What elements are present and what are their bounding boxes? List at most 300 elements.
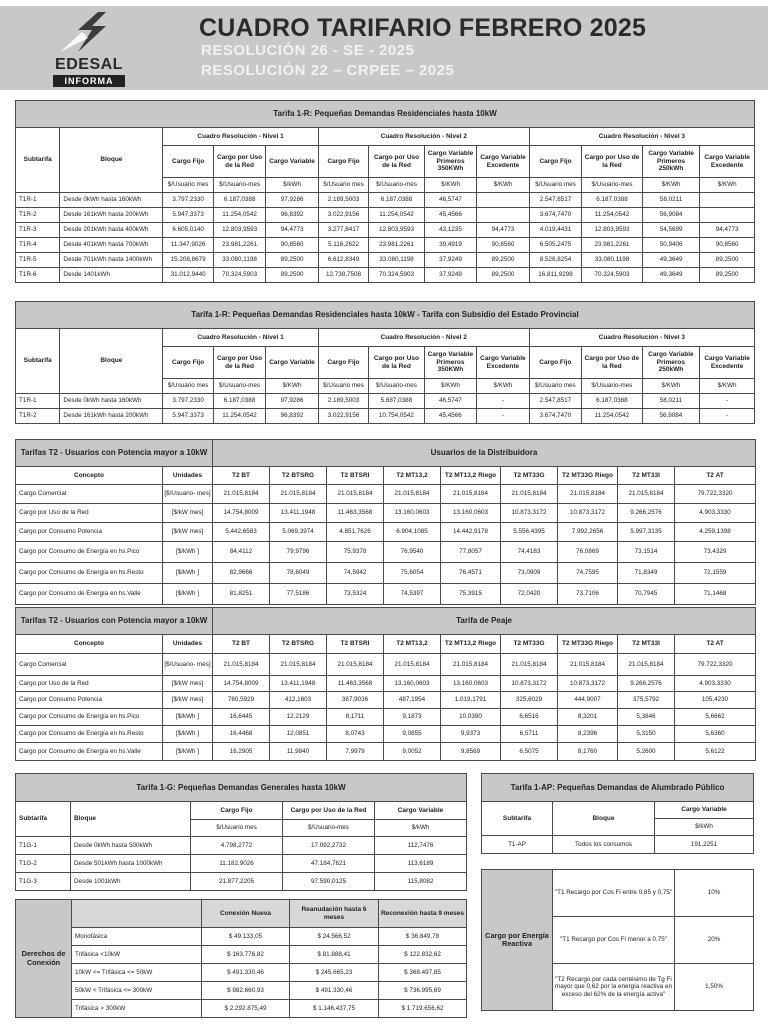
cell: Desde 501kWh hasta 1000kWh <box>71 855 191 873</box>
cell: 74,7595 <box>558 563 618 584</box>
row-label: Cargo Comercial <box>16 654 163 676</box>
cell: 97.590,0125 <box>283 873 375 891</box>
cell: 39,4919 <box>424 238 476 253</box>
cell: T1-AP <box>482 836 553 854</box>
cell: 21.015,8184 <box>213 485 270 504</box>
col-t2-btsri: T2 BTSRI <box>327 635 384 654</box>
cell: 89,2500 <box>477 268 529 283</box>
cell: 9,1873 <box>384 709 441 726</box>
cell: 6.605,0140 <box>163 223 213 238</box>
page-subtitle-1: RESOLUCIÓN 26 - SE - 2025 <box>201 42 415 59</box>
unit: $/Usuario-mes <box>582 178 643 193</box>
recargo-desc: "T2 Recargo por cada centésimo de Tg Fi mayor que 0,62 por la energía reactiva en exceso del 62% de la energía activa" <box>553 964 675 1011</box>
cell: - <box>477 394 529 409</box>
cell: Desde 0kWh hasta 160kWh <box>60 394 163 409</box>
cell <box>700 208 755 223</box>
brand-sub: INFORMA <box>53 75 125 87</box>
cell: 8,1760 <box>558 743 618 761</box>
cell: 13.160,0603 <box>441 504 501 523</box>
cell: $ 736.995,69 <box>379 982 467 1000</box>
cell: 71,8349 <box>618 563 675 584</box>
col-cargo-variable: Cargo Variable <box>375 802 467 820</box>
cell: 77,8057 <box>441 542 501 563</box>
cell: $ 1.719.656,62 <box>379 1000 467 1018</box>
row-label: Cargo por Consumo de Energía en hs.Valle <box>16 584 163 605</box>
cell: 33.080,1198 <box>582 253 643 268</box>
cell: 71,1468 <box>675 584 756 605</box>
row-label: T1G-3 <box>16 873 71 891</box>
cell: 3.797,2330 <box>163 394 213 409</box>
cell: 2.189,5003 <box>318 394 368 409</box>
cell: 13.411,1948 <box>270 504 327 523</box>
cell: 70.324,5903 <box>369 268 425 283</box>
cell: 5.687,0388 <box>369 394 425 409</box>
cell: 3.277,8417 <box>318 223 368 238</box>
cell: 8,0743 <box>327 726 384 743</box>
cell: 9,9373 <box>441 726 501 743</box>
table-row <box>16 253 755 268</box>
cell: 74,4183 <box>501 542 558 563</box>
cell: Todos los consumos <box>553 836 655 854</box>
cell: 115,8082 <box>375 873 467 891</box>
cell: 21.015,8184 <box>618 485 675 504</box>
cell: [$/kWh ] <box>163 743 213 761</box>
cell: 10,0390 <box>441 709 501 726</box>
cell: Desde 0kWh hasta 500kWh <box>71 837 191 855</box>
unit: $/Usuario mes <box>191 820 283 837</box>
cell: 6.612,8349 <box>318 253 368 268</box>
cell: 487,1954 <box>384 692 441 709</box>
cell: 5.947,3373 <box>163 208 213 223</box>
cell: 5,3846 <box>618 709 675 726</box>
col-bloque: Bloque <box>71 802 191 837</box>
row-label: T1R-6 <box>16 268 60 283</box>
col-unidades: Unidades <box>163 467 213 485</box>
table-title: Tarifas T2 - Usuarios con Potencia mayor a 10kW <box>16 608 213 635</box>
cell: 97,9286 <box>266 394 318 409</box>
col-subtarifa: Subtarifa <box>16 802 71 837</box>
table-row <box>16 743 756 761</box>
col-cargo-fijo: Cargo Fijo <box>191 802 283 820</box>
cell: 3.674,7470 <box>529 208 581 223</box>
col-cargo-fijo: Cargo Fijo <box>529 146 581 178</box>
cell: 8,2396 <box>558 726 618 743</box>
cell: 75,3915 <box>441 584 501 605</box>
cell: 4.019,4431 <box>529 223 581 238</box>
table-t1ap <box>481 773 754 854</box>
cell: 375,5792 <box>618 692 675 709</box>
cell: 105,4230 <box>675 692 756 709</box>
col-t2-mt33i: T2 MT33I <box>618 635 675 654</box>
cell: 56,9084 <box>642 409 700 424</box>
table-title: Tarifas T2 - Usuarios con Potencia mayor a 10kW <box>16 440 213 467</box>
cell: Desde 401kWh hasta 700kWh <box>60 238 163 253</box>
col-cargo-variable-350: Cargo Variable Primeros 350KWh <box>424 347 476 379</box>
cell: 50kW < Trifásica <= 300kW <box>72 982 202 1000</box>
col-cargo-variable-excedente: Cargo Variable Excedente <box>477 347 529 379</box>
cell: 17.092,2732 <box>283 837 375 855</box>
unit: $/KWh <box>477 379 529 394</box>
table-row <box>16 542 756 563</box>
cell: 73,4329 <box>675 542 756 563</box>
cell: 13.411,1948 <box>270 676 327 692</box>
cell: 75,6054 <box>384 563 441 584</box>
table-row <box>16 654 756 676</box>
cell: Desde 1001kWh <box>71 873 191 891</box>
cell: 45,4566 <box>424 409 476 424</box>
cell: 72,1559 <box>675 563 756 584</box>
col-cargo-variable-250: Cargo Variable Primeros 250kWh <box>642 146 700 178</box>
corner <box>72 900 202 928</box>
row-label: Cargo por Uso de la Red <box>16 504 163 523</box>
cell: 412,1603 <box>270 692 327 709</box>
cell: $ 49.133,05 <box>202 928 290 946</box>
cell: 6.187,0388 <box>213 193 265 208</box>
cell: $ 245.665,23 <box>290 964 379 982</box>
col-subtarifa: Subtarifa <box>16 128 60 193</box>
derechos-label: Derechos de Conexión <box>16 900 72 1018</box>
cell: 10kW <= Trifásica <= 50kW <box>72 964 202 982</box>
cell: 6.187,0388 <box>213 394 265 409</box>
row-label: Cargo por Consumo de Energía en hs.Pico <box>16 542 163 563</box>
col-t2-btsrg: T2 BTSRG <box>270 635 327 654</box>
row-label: T1R-2 <box>16 409 60 424</box>
unit: $/Usuario-mes <box>213 178 265 193</box>
cell: $ 36.849,78 <box>379 928 467 946</box>
cell: 5.556,4395 <box>501 523 558 542</box>
cell: 89,2500 <box>477 253 529 268</box>
cell: 14.754,8009 <box>213 504 270 523</box>
unit: $/Usuario mes <box>529 379 581 394</box>
col-cargo-red: Cargo por Uso de la Red <box>369 146 425 178</box>
col-reconexion: Reconexión hasta 9 meses <box>379 900 467 928</box>
cell: 56,9084 <box>642 208 700 223</box>
cell <box>700 193 755 208</box>
group-nivel-1: Cuadro Resolución - Nivel 1 <box>163 128 318 146</box>
cell: 8.528,8254 <box>529 253 581 268</box>
row-label: T1G-1 <box>16 837 71 855</box>
table-energia-reactiva <box>481 869 754 1011</box>
cell: 21.015,8184 <box>213 654 270 676</box>
cell: 70.324,5903 <box>582 268 643 283</box>
cell: 96,8392 <box>266 208 318 223</box>
row-label: T1R-2 <box>16 208 60 223</box>
cell: 4.903,3330 <box>675 504 756 523</box>
cell: 21.015,8184 <box>327 485 384 504</box>
col-cargo-variable: Cargo Variable <box>655 802 754 819</box>
cell: 6,5075 <box>501 743 558 761</box>
cell: [$/Usuario- mes] <box>163 485 213 504</box>
row-label: T1R-5 <box>16 253 60 268</box>
col-unidades: Unidades <box>163 635 213 654</box>
recargo-value: 1,50% <box>675 964 754 1011</box>
row-label: Cargo Comercial <box>16 485 163 504</box>
cell: 94,4773 <box>477 223 529 238</box>
table-row <box>16 584 756 605</box>
col-cargo-variable-excedente: Cargo Variable Excedente <box>700 347 755 379</box>
cell: 6.904,1085 <box>384 523 441 542</box>
cell: 82,9666 <box>213 563 270 584</box>
col-cargo-red: Cargo por Uso de la Red <box>283 802 375 820</box>
table-row <box>16 208 755 223</box>
cell: 90,8560 <box>700 238 755 253</box>
cell: 1.019,1791 <box>441 692 501 709</box>
cell: 4.798,2772 <box>191 837 283 855</box>
cell: 23.981,2261 <box>582 238 643 253</box>
cell: [$/kWh ] <box>163 709 213 726</box>
cell: 9.266,2576 <box>618 676 675 692</box>
table-subtitle: Usuarios de la Distribuidora <box>213 440 756 467</box>
table-t1r <box>15 100 755 283</box>
cell: $ 122.832,62 <box>379 946 467 964</box>
cell: 113,6189 <box>375 855 467 873</box>
cell: 11,9840 <box>270 743 327 761</box>
cell: $ 491.330,46 <box>290 982 379 1000</box>
table-row <box>16 238 755 253</box>
cell: 10.873,3172 <box>558 676 618 692</box>
col-cargo-red: Cargo por Uso de la Red <box>369 347 425 379</box>
unit: $/KWh <box>424 178 476 193</box>
cell: 37,9249 <box>424 253 476 268</box>
cell: 46,5747 <box>424 394 476 409</box>
cell: Desde 201kWh hasta 400kWh <box>60 223 163 238</box>
cell: 46,5747 <box>424 193 476 208</box>
cell: 6.187,0388 <box>369 193 425 208</box>
col-cargo-variable-350: Cargo Variable Primeros 350KWh <box>424 146 476 178</box>
cell: [$/kW mes] <box>163 523 213 542</box>
cell: 21.015,8184 <box>384 654 441 676</box>
recargo-desc: "T1 Recargo por Cos Fi menor a 0,75" <box>553 917 675 964</box>
brand-name: EDESAL <box>55 56 123 73</box>
table-row <box>16 394 755 409</box>
cell: 70.324,5903 <box>213 268 265 283</box>
cell: [$/kW mes] <box>163 504 213 523</box>
cell: 77,5186 <box>270 584 327 605</box>
col-cargo-fijo: Cargo Fijo <box>318 347 368 379</box>
table-row <box>482 836 754 854</box>
cell: 14.442,9178 <box>441 523 501 542</box>
table-row <box>16 692 756 709</box>
cell: 76,9540 <box>384 542 441 563</box>
cell: 94,4773 <box>700 223 755 238</box>
cell: 325,6029 <box>501 692 558 709</box>
cell: 79.722,3320 <box>675 485 756 504</box>
col-cargo-red: Cargo por Uso de la Red <box>213 347 265 379</box>
cell: 79,9796 <box>270 542 327 563</box>
cell: [$/Usuario- mes] <box>163 654 213 676</box>
row-label: Cargo por Consumo Potencia <box>16 523 163 542</box>
cell: 43,1235 <box>424 223 476 238</box>
cell: 73,0909 <box>501 563 558 584</box>
cell: 21.015,8184 <box>558 654 618 676</box>
cell: 73,1514 <box>618 542 675 563</box>
col-cargo-variable: Cargo Variable <box>266 347 318 379</box>
unit: $/Usuario mes <box>318 379 368 394</box>
group-nivel-2: Cuadro Resolución - Nivel 2 <box>318 329 529 347</box>
cell: 11.347,9026 <box>163 238 213 253</box>
col-reanudacion: Reanudación hasta 6 meses <box>290 900 379 928</box>
cell: 5,6360 <box>675 726 756 743</box>
cell: 7.992,2656 <box>558 523 618 542</box>
cell: 21.015,8184 <box>558 485 618 504</box>
cell: Desde 161kWh hasta 200kWh <box>60 208 163 223</box>
cell: Desde 701kWh hasta 1400kWh <box>60 253 163 268</box>
col-t2-mt132-riego: T2 MT13,2 Riego <box>441 467 501 485</box>
col-t2-mt132: T2 MT13,2 <box>384 467 441 485</box>
cell: 81,8251 <box>213 584 270 605</box>
cell: 4.851,7626 <box>327 523 384 542</box>
cell: 10.754,0542 <box>369 409 425 424</box>
page-subtitle-2: RESOLUCIÓN 22 – CRPEE – 2025 <box>201 62 455 79</box>
table-row <box>16 504 756 523</box>
cell: 73,7106 <box>558 584 618 605</box>
col-cargo-variable-excedente: Cargo Variable Excedente <box>700 146 755 178</box>
unit: $/Usuario mes <box>163 379 213 394</box>
row-label: Cargo por Consumo de Energía en hs.Resto <box>16 726 163 743</box>
col-cargo-variable-excedente: Cargo Variable Excedente <box>477 146 529 178</box>
cell: 9.266,2576 <box>618 504 675 523</box>
cell: 21.015,8184 <box>441 485 501 504</box>
cell: 6.505,2475 <box>529 238 581 253</box>
cell: 9,0855 <box>384 726 441 743</box>
cell: Monofásica <box>72 928 202 946</box>
cell: 6.187,0388 <box>582 193 643 208</box>
cell: 96,8392 <box>266 409 318 424</box>
cell: Trifásica <10kW <box>72 946 202 964</box>
table-row <box>16 855 467 873</box>
col-t2-btsri: T2 BTSRI <box>327 467 384 485</box>
cell: 74,5397 <box>384 584 441 605</box>
table-subtitle: Tarifa de Peaje <box>213 608 756 635</box>
table-row <box>16 964 467 982</box>
cell: 47.184,7621 <box>283 855 375 873</box>
cell: 5.442,6583 <box>213 523 270 542</box>
unit: $/kWh <box>375 820 467 837</box>
cell: 21.015,8184 <box>618 654 675 676</box>
col-t2-mt132: T2 MT13,2 <box>384 635 441 654</box>
cell: 58,0211 <box>642 193 700 208</box>
cell: 11.254,0542 <box>582 208 643 223</box>
cell: 3.797,2330 <box>163 193 213 208</box>
cell: 76,0869 <box>558 542 618 563</box>
cell: 5,6662 <box>675 709 756 726</box>
cell: 73,5324 <box>327 584 384 605</box>
cell: 6,5711 <box>501 726 558 743</box>
recargo-value: 10% <box>675 870 754 917</box>
cell: 11.254,0542 <box>213 208 265 223</box>
cell: 15.208,8679 <box>163 253 213 268</box>
cell: 54,5699 <box>642 223 700 238</box>
table-row <box>16 928 467 946</box>
col-t2-mt33g: T2 MT33G <box>501 635 558 654</box>
cell: 8,3201 <box>558 709 618 726</box>
table-row <box>16 409 755 424</box>
cell: 5.947,3373 <box>163 409 213 424</box>
col-cargo-red: Cargo por Uso de la Red <box>582 347 643 379</box>
cell: 11.463,3568 <box>327 676 384 692</box>
cell: 12.803,9593 <box>369 223 425 238</box>
cell: $ 1.146.437,75 <box>290 1000 379 1018</box>
unit: $/KWh <box>266 379 318 394</box>
row-label: Cargo por Consumo de Energía en hs.Valle <box>16 743 163 761</box>
cell: 23.981,2261 <box>369 238 425 253</box>
cell: 21.015,8184 <box>327 654 384 676</box>
table-row <box>16 193 755 208</box>
table-title: Tarifa 1-R: Pequeñas Demandas Residenciales hasta 10kW - Tarifa con Subsidio del Estado Provincial <box>16 302 755 329</box>
cell: 16.811,9298 <box>529 268 581 283</box>
cell: 9,0052 <box>384 743 441 761</box>
cell: 23.981,2261 <box>213 238 265 253</box>
col-cargo-red: Cargo por Uso de la Red <box>213 146 265 178</box>
cell: 11.254,0542 <box>369 208 425 223</box>
cell: 6.187,0388 <box>582 394 643 409</box>
col-t2-bt: T2 BT <box>213 467 270 485</box>
cell: 79.722,3320 <box>675 654 756 676</box>
group-nivel-2: Cuadro Resolución - Nivel 2 <box>318 128 529 146</box>
group-nivel-1: Cuadro Resolución - Nivel 1 <box>163 329 318 347</box>
cell: 4.903,3330 <box>675 676 756 692</box>
cell: 33.080,1198 <box>213 253 265 268</box>
col-cargo-red: Cargo por Uso de la Red <box>582 146 643 178</box>
row-label: Cargo por Consumo Potencia <box>16 692 163 709</box>
cell: 21.015,8184 <box>441 654 501 676</box>
cell: [$/kWh ] <box>163 584 213 605</box>
cell: 21.015,8184 <box>501 654 558 676</box>
cell: 50,9406 <box>642 238 700 253</box>
cell <box>477 193 529 208</box>
col-bloque: Bloque <box>60 329 163 394</box>
unit: $/kWh <box>266 178 318 193</box>
col-t2-mt33g-riego: T2 MT33G Riego <box>558 467 618 485</box>
cell: 12.803,9593 <box>213 223 265 238</box>
group-nivel-3: Cuadro Resolución - Nivel 3 <box>529 329 754 347</box>
table-row <box>16 709 756 726</box>
col-t2-mt33g: T2 MT33G <box>501 467 558 485</box>
cell: [$/kWh ] <box>163 542 213 563</box>
cell: 11.254,0542 <box>213 409 265 424</box>
lightning-bolt-icon <box>48 8 130 56</box>
cell: $ 2.292.875,49 <box>202 1000 290 1018</box>
cell: 10.873,3172 <box>501 504 558 523</box>
cell: 16,4468 <box>213 726 270 743</box>
cell: 5,6122 <box>675 743 756 761</box>
cell: 3.022,9156 <box>318 409 368 424</box>
cell: 5,2600 <box>618 743 675 761</box>
col-t2-at: T2 AT <box>675 635 756 654</box>
cell: 5,3150 <box>618 726 675 743</box>
unit: $/KWh <box>424 379 476 394</box>
cell: 70,7945 <box>618 584 675 605</box>
cell: - <box>477 409 529 424</box>
col-cargo-variable-250: Cargo Variable Primeros 250kWh <box>642 347 700 379</box>
cell: 13.160,0603 <box>384 676 441 692</box>
unit: $/Usuario mes <box>529 178 581 193</box>
cell: [$/kWh ] <box>163 726 213 743</box>
table-row <box>16 873 467 891</box>
table-row <box>16 223 755 238</box>
table-title: Tarifa 1-G: Pequeñas Demandas Generales hasta 10kW <box>16 774 467 802</box>
col-subtarifa: Subtarifa <box>16 329 60 394</box>
cell: 4.259,1398 <box>675 523 756 542</box>
recargo-desc: "T1 Recargo por Cos Fi entre 0,85 y 0,75" <box>553 870 675 917</box>
cell: 49,3649 <box>642 268 700 283</box>
recargo-value: 20% <box>675 917 754 964</box>
row-label: Cargo por Uso de la Red <box>16 676 163 692</box>
cell: 11.182,9026 <box>191 855 283 873</box>
reactiva-label: Cargo por Energía Reactiva <box>482 870 553 1011</box>
cell: $ 81.888,41 <box>290 946 379 964</box>
cell: Desde 1401kWh <box>60 268 163 283</box>
